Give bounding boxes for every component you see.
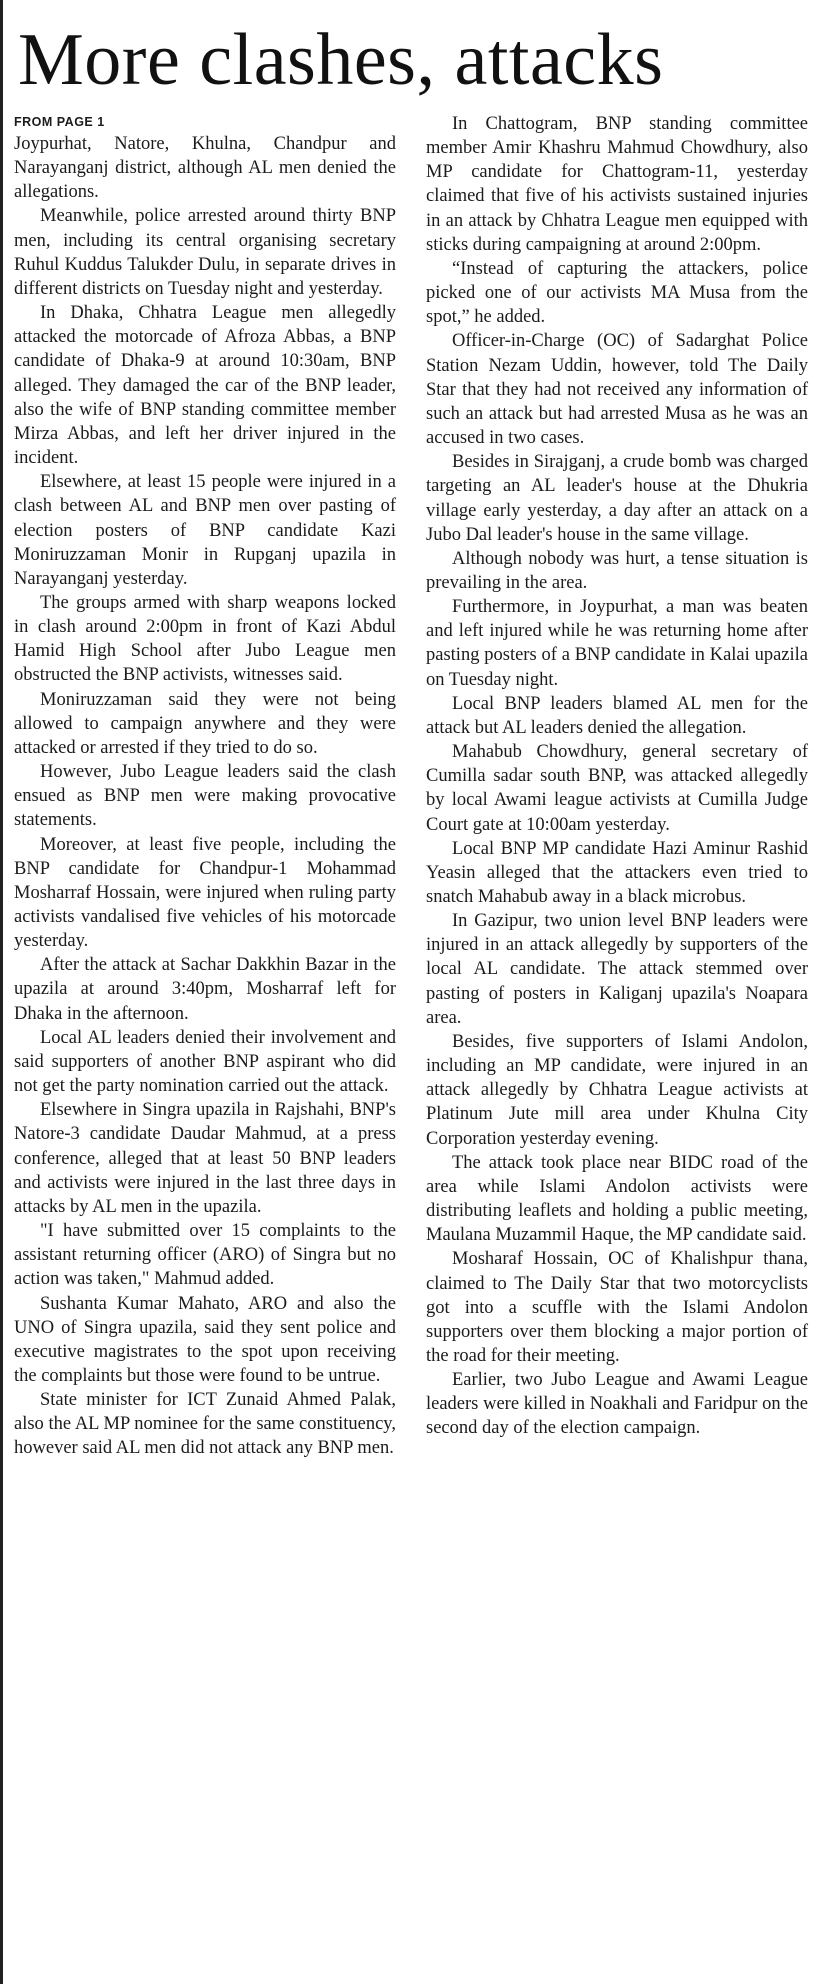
paragraph: After the attack at Sachar Dakkhin Bazar in the upazila at around 3:40pm, Mosharraf left for Dhaka in the afternoon. — [14, 955, 396, 1024]
paragraph: Although nobody was hurt, a tense situation is prevailing in the area. — [426, 548, 808, 593]
paragraph: Moreover, at least five people, including the BNP candidate for Chandpur-1 Mohammad Mosharraf Hossain, were injured when ruling party activists vandalised five vehicles of his motorcade yesterday. — [14, 834, 396, 952]
paragraph: The groups armed with sharp weapons locked in clash around 2:00pm in front of Kazi Abdul Hamid High School after Jubo League men obstructed the BNP activists, witnesses said. — [14, 592, 396, 686]
paragraph: In Chattogram, BNP standing committee member Amir Khashru Mahmud Chowdhury, also MP candidate for Chattogram-11, yesterday claimed that five of his activists sustained injuries in an attack by Chhatra League men equipped with sticks during campaigning at around 2:00pm. — [426, 114, 808, 255]
column-right — [426, 112, 808, 1461]
paragraph: Sushanta Kumar Mahato, ARO and also the UNO of Singra upazila, said they sent police and executive magistrates to the spot upon receiving the complaints but those were found to be untrue. — [14, 1293, 396, 1386]
paragraph: Local AL leaders denied their involvement and said supporters of another BNP aspirant who did not get the party nomination carried out the attack. — [14, 1027, 396, 1097]
paragraph: The attack took place near BIDC road of the area while Islami Andolon activists were distributing leaflets and holding a public meeting, Maulana Muzammil Haque, the MP candidate said. — [426, 1152, 808, 1246]
continuation-kicker: FROM PAGE 1 — [14, 115, 105, 129]
paragraph: State minister for ICT Zunaid Ahmed Palak, also the AL MP nominee for the same constituency, however said AL men did not attack any BNP men. — [14, 1390, 396, 1459]
paragraph: Besides in Sirajganj, a crude bomb was charged targeting an AL leader's house at the Dhukria village early yesterday, a day after an attack on a Jubo Dal leader's house in the same village. — [426, 452, 808, 545]
paragraph: “Instead of capturing the attackers, police picked one of our activists MA Musa from the spot,” he added. — [426, 258, 808, 328]
paragraph: Mosharaf Hossain, OC of Khalishpur thana, claimed to The Daily Star that two motorcyclists got into a scuffle with the Islami Andolon supporters over them blocking a major portion of the road for their meeting. — [426, 1249, 808, 1366]
paragraph: However, Jubo League leaders said the clash ensued as BNP men were making provocative statements. — [14, 762, 396, 831]
paragraph: Local BNP MP candidate Hazi Aminur Rashid Yeasin alleged that the attackers even tried to snatch Mahabub away in a black microbus. — [426, 838, 808, 907]
paragraph: Besides, five supporters of Islami Andolon, including an MP candidate, were injured in an attack allegedly by Chhatra League activists at Platinum Jute mill area under Khulna City Corporation yesterday evening. — [426, 1031, 808, 1149]
paragraph: Furthermore, in Joypurhat, a man was beaten and left injured while he was returning home after pasting posters of a BNP candidate in Kalai upazila on Tuesday night. — [426, 597, 808, 690]
paragraph: "I have submitted over 15 complaints to the assistant returning officer (ARO) of Singra but no action was taken," Mahmud added. — [14, 1221, 396, 1290]
paragraph: Elsewhere in Singra upazila in Rajshahi, BNP's Natore-3 candidate Daudar Mahmud, at a press conference, alleged that at least 50 BNP leaders and activists were injured in the last three days in attacks by AL men in the upazila. — [14, 1100, 396, 1217]
paragraph: In Gazipur, two union level BNP leaders were injured in an attack allegedly by supporters of the local AL candidate. The attack stemmed over pasting of posters in Kaliganj upazila's Noapara area. — [426, 911, 808, 1028]
paragraph: Earlier, two Jubo League and Awami League leaders were killed in Noakhali and Faridpur on the second day of the election campaign. — [426, 1370, 808, 1439]
paragraph: Moniruzzaman said they were not being allowed to campaign anywhere and they were attacked or arrested if they tried to do so. — [14, 689, 396, 758]
paragraph: Local BNP leaders blamed AL men for the attack but AL leaders denied the allegation. — [426, 693, 808, 738]
column-rule — [0, 0, 3, 1984]
paragraph: Mahabub Chowdhury, general secretary of Cumilla sadar south BNP, was attacked allegedly by local Awami league activists at Cumilla Judge Court gate at 10:00am yesterday. — [426, 742, 808, 835]
paragraph: Meanwhile, police arrested around thirty BNP men, including its central organising secretary Ruhul Kuddus Talukder Dulu, in separate drives in different districts on Tuesday night and yesterday. — [14, 206, 396, 299]
paragraph: Officer-in-Charge (OC) of Sadarghat Police Station Nezam Uddin, however, told The Daily Star that they had not received any information of such an attack but had arrested Musa as he was an accused in two cases. — [426, 331, 808, 449]
column-left — [14, 112, 396, 1461]
paragraph: Joypurhat, Natore, Khulna, Chandpur and Narayanganj district, although AL men denied the allegations. — [14, 134, 396, 203]
paragraph: In Dhaka, Chhatra League men allegedly attacked the motorcade of Afroza Abbas, a BNP candidate of Dhaka-9 at around 10:30am, BNP alleged. They damaged the car of the BNP leader, also the wife of BNP standing committee member Mirza Abbas, and left her driver injured in the incident. — [14, 303, 396, 469]
headline: More clashes, attacks — [18, 19, 664, 101]
article-body — [14, 112, 809, 1461]
paragraph: Elsewhere, at least 15 people were injured in a clash between AL and BNP men over pasting of election posters of BNP candidate Kazi Moniruzzaman Monir in Rupganj upazila in Narayanganj yesterday. — [14, 472, 396, 589]
